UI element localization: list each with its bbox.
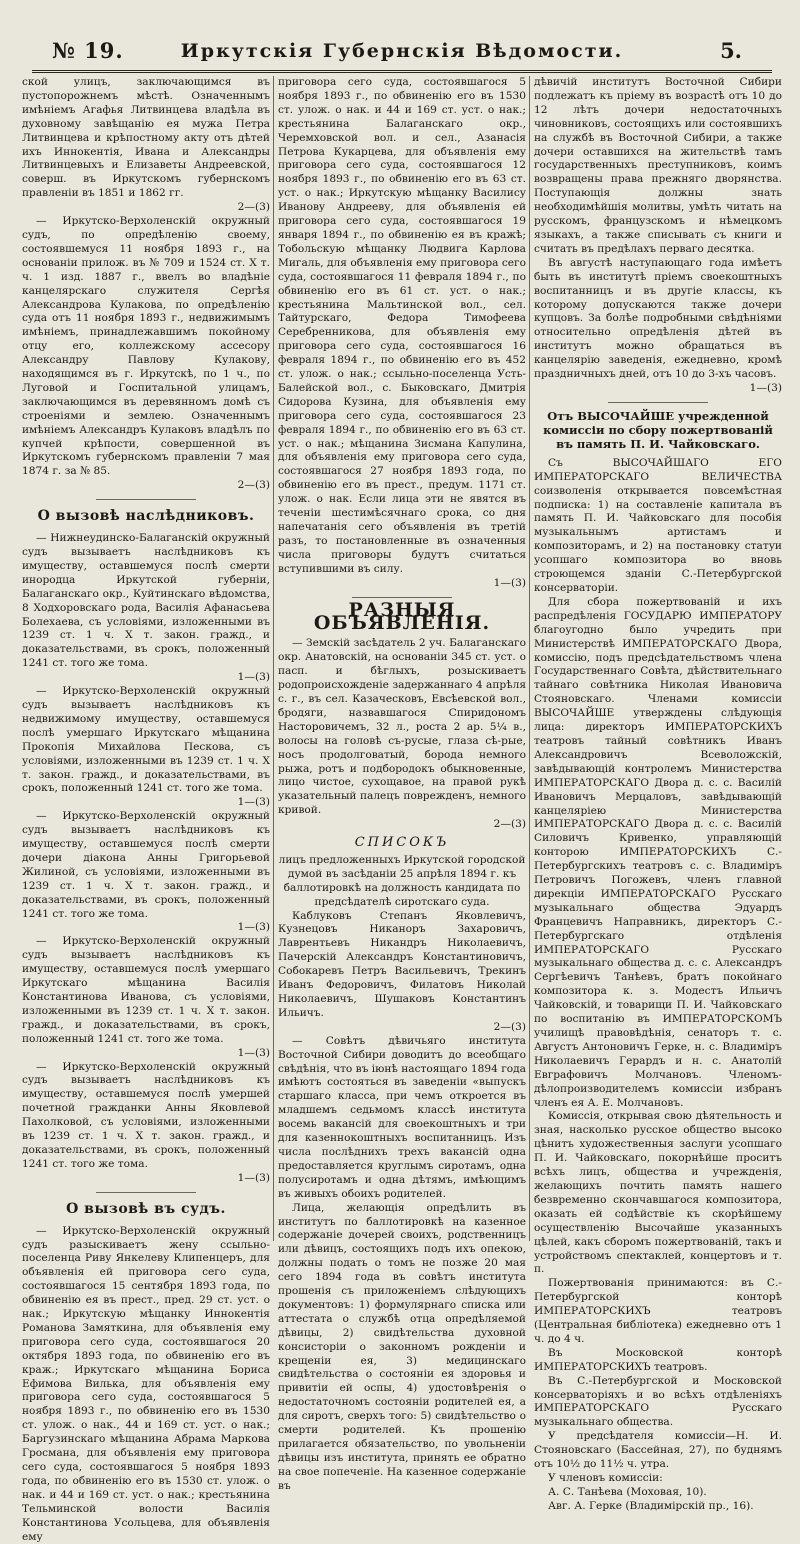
notice-number: 1—(3) bbox=[237, 1046, 270, 1059]
section-heading: О вызовѣ наслѣдниковъ. bbox=[37, 508, 255, 525]
issue-number: № 19. bbox=[52, 38, 124, 63]
notice-number: 2—(3) bbox=[237, 479, 270, 492]
paragraph: — Иркутско-Верхоленскій окружный судъ вызываетъ наслѣдниковъ къ имуществу, оставшемуся послѣ умершаго Иркутскаго мѣщанина Василія Константинова Иванова, съ условіями, изложенными въ 1239 ст. 1 ч. X т. закон. гражд., и доказательствами, въ срокъ, положенный 1241 ст. того же тома. bbox=[22, 935, 270, 1045]
paragraph: — Иркутско-Верхоленскій окружный судъ вызываетъ наслѣдниковъ къ имуществу, оставшемуся послѣ смерти дочери діакона Анны Григорьевой Жилиной, съ условіями, изложенными въ 1239 ст. 1 ч. X т. закон. гражд., и доказательствами, въ срокъ, положенный 1241 ст. того же тома. bbox=[22, 810, 270, 920]
paragraph: — Иркутско-Верхоленскій окружный судъ вызываетъ наслѣдниковъ къ имуществу, оставшемуся послѣ умершей почетной гражданки Анны Яковлевой Пахолковой, съ условіями, изложенными въ 1239 ст. 1 ч. X т. закон. гражд., и доказательствами, въ срокъ, положенный 1241 ст. того же тома. bbox=[22, 1060, 270, 1170]
section-heading-large: РАЗНЫЯ ОБЪЯВЛЕНІЯ. bbox=[313, 598, 491, 635]
paragraph: Для сбора пожертвованій и ихъ распредѣленія ГОСУДАРЮ ИМПЕРАТОРУ благоугодно было учредить при Министерствѣ ИМПЕРАТОРСКАГО Двора, комиссію, подъ предсѣдательствомъ члена Государственнаго Совѣта, дѣйствительнаго тайнаго совѣтника Николая Ивановича Стояновскаго. Членами комиссіи ВЫСОЧАЙШЕ утверждены слѣдующія лица: директоръ ИМПЕРАТОРСКИХЪ театровъ тайный совѣтникъ Иванъ Александровичъ Всеволожскій, завѣдывающій контролемъ Министерства ИМПЕРАТОРСКАГО Двора д. с. с. Василій Ивановичъ Мерцаловъ, завѣдывающій канцеляріею Министерства ИМПЕРАТОРСКАГО Двора д. с. с. Василій Силовичъ Кривенко, управляющій конторою ИМПЕРАТОРСКИХЪ С.-Петербургскихъ театровъ с. с. Владиміръ Петровичъ Погожевъ, членъ главной дирекціи ИМПЕРАТОРСКАГО Русскаго музыкальнаго общества Эдуардъ Францевичъ Направникъ, директоръ С.-Петербургскаго отдѣленія ИМПЕРАТОРСКАГО Русскаго музыкальнаго общества д. с. с. Александръ Сергѣевичъ Танѣевъ, братъ покойнаго композитора к. з. Модестъ Ильичъ Чайковскій, и товарищи П. И. Чайковскаго по воспитанію въ ИМПЕРАТОРСКОМЪ училищѣ правовѣдѣнія, сенаторъ т. с. Августъ Антоновичъ Герке, н. с. Владиміръ Николаевичъ Герардъ и н. с. Анатолій Евграфовичъ Молчановъ. Членомъ-дѣлопроизводителемъ комиссіи избранъ членъ ея А. Е. Молчановъ. bbox=[534, 595, 782, 1109]
paragraph: ской улицъ, заключающимся въ пустопорожнемъ мѣстѣ. Означеннымъ имѣніемъ Агафья Литвинцева владѣла въ духовному завѣщанію ея мужа Петра Литвинцева и крѣпостному акту отъ дѣтей ихъ Иннокентія, Ивана и Александры Литвинцевыхъ и Елизаветы Андреевской, соверш. въ Иркутскомъ губернскомъ правленіи въ 1851 и 1862 гг. bbox=[22, 76, 270, 200]
paragraph: лицъ предложенныхъ Иркутской городской думой въ засѣданіи 25 апрѣля 1894 г. къ баллотировкѣ на должность кандидата по предсѣдателѣ сиротскаго суда. bbox=[278, 853, 526, 908]
paragraph: Съ ВЫСОЧАЙШАГО ЕГО ИМПЕРАТОРСКАГО ВЕЛИЧЕСТВА соизволенія открывается повсемѣстная подписка: 1) на составленіе капитала въ память П. И. Чайковскаго для пособія музыкальнымъ артистамъ и композиторамъ, и 2) на постановку статуи усопшаго композитора во вновь строющемся зданіи С.-Петербургской консерваторіи. bbox=[534, 456, 782, 594]
paragraph: Въ Московской конторѣ ИМПЕРАТОРСКИХЪ театровъ. bbox=[534, 1346, 782, 1373]
paragraph: У предсѣдателя комиссіи—Н. И. Стояновскаго (Бассейная, 27), по буднямъ отъ 10½ до 11½ ч. утра. bbox=[534, 1430, 782, 1471]
paragraph: Пожертвованія принимаются: въ С.-Петербургской конторѣ ИМПЕРАТОРСКИХЪ театровъ (Центральная библіотека) ежедневно отъ 1 ч. до 4 ч. bbox=[534, 1277, 782, 1345]
notice-number: 1—(3) bbox=[237, 1171, 270, 1184]
paragraph: Авг. А. Герке (Владимірскій пр., 16). bbox=[548, 1499, 754, 1512]
paragraph: У членовъ комиссіи: bbox=[548, 1472, 663, 1484]
paragraph: Въ С.-Петербургской и Московской консерваторіяхъ и во всѣхъ отдѣленіяхъ ИМПЕРАТОРСКАГО Русскаго музыкальнаго общества. bbox=[534, 1374, 782, 1429]
paragraph: — Иркутско-Верхоленскій окружный судъ вызываетъ наслѣдниковъ къ недвижимому имуществу, оставшемуся послѣ умершаго Иркутскаго мѣщанина Прокопія Михайлова Пескова, съ условіями, изложенными въ 1239 ст. 1 ч. X т. закон. гражд., и доказательствами, въ срокъ, положенный 1241 ст. того же тома. bbox=[22, 685, 270, 795]
newspaper-title: Иркутскія Губернскія Вѣдомости. bbox=[180, 40, 624, 62]
separator bbox=[608, 402, 707, 403]
column-3 bbox=[534, 76, 782, 1512]
paragraph: Каблуковъ Степанъ Яковлевичъ, Кузнецовъ Никаноръ Захаровичъ, Лаврентьевъ Никандръ Николаевичъ, Пачерскій Александръ Константиновичъ, Собокаревъ Петръ Васильевичъ, Трекинъ Иванъ Федоровичъ, Филатовъ Николай Николаевичъ, Шушаковъ Константинъ Ильичъ. bbox=[278, 909, 526, 1019]
paragraph: Въ августѣ наступающаго года имѣетъ быть въ институтѣ пріемъ своекоштныхъ воспитанницъ и въ другіе классы, къ которому допускаются также дочери купцовъ. За болѣе подробными свѣдѣніями относительно опредѣленія дѣтей въ институтъ можно обращаться въ канцелярію заведенія, ежедневно, кромѣ праздничныхъ дней, отъ 10 до 3-хъ часовъ. bbox=[534, 256, 782, 381]
section-heading: О вызовѣ въ судъ. bbox=[66, 1200, 226, 1217]
column-2 bbox=[278, 76, 526, 1492]
notice-number: 1—(3) bbox=[493, 576, 526, 589]
section-heading: Отъ ВЫСОЧАЙШЕ учрежденной комиссіи по сбору пожертвованій въ память П. И. Чайковскаго. bbox=[543, 408, 773, 451]
separator bbox=[96, 499, 195, 500]
notice-number: 2—(3) bbox=[237, 201, 270, 214]
paragraph: — Земскій засѣдатель 2 уч. Балаганскаго окр. Анатовскій, на основаніи 345 ст. уст. о пасп. и бѣглыхъ, розыскиваетъ родопроисхожденіе задержаннаго 4 апрѣля с. г., въ сел. Казаческовъ, Евсѣевской вол., бродяги, назвавшагося Спиридономъ Насторовичемъ, 32 л., роста 2 ар. 5¼ в., волосы на головѣ съ-русые, глаза сѣ-рые, носъ продолговатый, борода немного рыжа, ротъ и подбородокъ обыкновенные, лицо чистое, сухощавое, на правой рукѣ указательный палецъ поврежденъ, немного кривой. bbox=[278, 637, 526, 817]
notice-number: 2—(3) bbox=[493, 818, 526, 831]
page-number: 5. bbox=[720, 38, 742, 63]
separator bbox=[96, 1192, 195, 1193]
notice-number: 1—(3) bbox=[749, 381, 782, 394]
paragraph: дѣвичій институтъ Восточной Сибири подлежатъ къ пріему въ возрастѣ отъ 10 до 12 лѣтъ дочери недостаточныхъ чиновниковъ, состоящихъ или состоявшихъ на службѣ въ Восточной Сибири, а также дочери оставшихся на жительствѣ тамъ государственныхъ преступниковъ, коимъ возвращены права прежняго дворянства. Поступающія должны знать необходимѣйшія молитвы, умѣть читать на русскомъ, французскомъ и нѣмецкомъ языкахъ, а также списывать съ книги и считать въ предѣлахъ перваго десятка. bbox=[534, 76, 782, 255]
paragraph: — Иркутско-Верхоленскій окружный судъ, по опредѣленію своему, состоявшемуся 11 ноября 1893 г., на основаніи прилож. въ № 709 и 1524 ст. X т. ч. 1 изд. 1887 г., ввелъ во владѣніе канцелярскаго служителя Сергѣя Александрова Кулакова, по опредѣленію суда отъ 11 ноября 1893 г., недвижимымъ имѣніемъ, принадлежавшимъ покойному отцу его, коллежскому ассесору Александру Павлову Кулакову, находящимся въ г. Иркутскѣ, по 1 ч., по Луговой и Госпитальной улицамъ, заключающимся въ деревянномъ домѣ съ строеніями и землею. Означеннымъ имѣніемъ Александръ Кулаковъ владѣлъ по купчей крѣпости, совершенной въ Иркутскомъ губернскомъ правленіи 7 мая 1874 г. за № 85. bbox=[22, 215, 270, 478]
notice-number: 1—(3) bbox=[237, 671, 270, 684]
notice-number: 1—(3) bbox=[237, 796, 270, 809]
paragraph: — Нижнеудинско-Балаганскій окружный судъ вызываетъ наслѣдниковъ къ имуществу, оставшемуся послѣ смерти инородца Иркутской губерніи, Балаганскаго окр., Куйтинскаго вѣдомства, 8 Ходхоровскаго рода, Василія Афанасьева Болехаева, съ условіями, изложенными въ 1239 ст. 1 ч. X т. закон. гражд., и доказательствами, въ срокъ, положенный 1241 ст. того же тома. bbox=[22, 532, 270, 670]
paragraph: — Иркутско-Верхоленскій окружный судъ разыскиваетъ жену ссыльно-поселенца Риву Янкелеву Клипенцеръ, для объявленія ей приговора сего суда, состоявшагося 15 сентября 1893 года, по обвиненію ея въ прест., пред. 29 ст. уст. о нак.; Иркутскую мѣщанку Иннокентія Романова Замяткина, для объявленія ему приговора сего суда, состоявшагося 20 октября 1893 года, по обвиненію его въ краж.; Иркутскаго мѣщанина Бориса Ефимова Вилька, для объявленія ему приговора сего суда, состоявшагося 5 ноября 1893 г., по обвиненію его въ 1530 ст. улож. о нак., 44 и 169 ст. уст. о нак.; Баргузинскаго мѣщанина Абрама Маркова Гросмана, для объявленія ему приговора сего суда, состоявшагося 5 ноября 1893 года, по обвиненію его въ 1530 ст. улож. о нак. и 44 и 169 ст. уст. о нак.; крестьянина Тельминской волости Василія Константинова Усольцева, для объявленія ему bbox=[22, 1224, 270, 1543]
column-1 bbox=[22, 76, 270, 1543]
masthead bbox=[22, 0, 782, 66]
columns bbox=[22, 76, 782, 1543]
separator bbox=[352, 597, 451, 598]
paragraph: А. С. Танѣева (Моховая, 10). bbox=[548, 1485, 707, 1498]
paragraph: Комиссія, открывая свою дѣятельность и зная, насколько русское общество высоко цѣнитъ художественныя заслуги усопшаго П. И. Чайковскаго, покорнѣйше проситъ всѣхъ лицъ, общества и учрежденія, желающихъ почтить память нашего безвременно скончавшагося композитора, оказать ей содѣйствіе къ скорѣйшему осуществленію Высочайше указанныхъ цѣлей, какъ сборомъ пожертвованій, такъ и устройствомъ спектаклей, концертовъ и т. п. bbox=[534, 1110, 782, 1276]
notice-number: 2—(3) bbox=[493, 1020, 526, 1033]
notice-number: 1—(3) bbox=[237, 921, 270, 934]
list-heading: СПИСОКЪ bbox=[354, 835, 450, 851]
masthead-rule bbox=[32, 70, 772, 73]
paragraph: — Совѣтъ дѣвичьяго института Восточной Сибири доводитъ до всеобщаго свѣдѣнія, что въ іюнѣ настоящаго 1894 года имѣютъ состояться въ заведеніи «выпускъ старшаго класса, при чемъ откроется въ младшемъ седьмомъ классѣ института восемь вакансій для своекоштныхъ и три для казеннокоштныхъ воспитанницъ. Изъ числа послѣднихъ трехъ вакансій одна предоставляется круглымъ сиротамъ, одна полусиротамъ и одна дѣтямъ, имѣющимъ въ живыхъ обоихъ родителей. bbox=[278, 1034, 526, 1200]
paragraph: Лица, желающія опредѣлить въ институтъ по баллотировкѣ на казенное содержаніе дочерей своихъ, родственницъ или дѣвицъ, состоящихъ подъ ихъ опекою, должны подать о томъ не позже 20 мая сего 1894 года въ совѣтъ института прошенія съ приложеніемъ слѣдующихъ документовъ: 1) формулярнаго списка или аттестата о службѣ отца опредѣляемой дѣвицы, 2) свидѣтельства духовной консисторіи о законномъ рожденіи и крещеніи ея, 3) медицинскаго свидѣтельства о состояніи ея здоровья и привитіи ей оспы, 4) удостовѣренія о недостаточномъ состояніи родителей ея, а для сиротъ, сверхъ того: 5) свидѣтельство о смерти родителей. Къ прошенію прилагается обязательство, по увольненіи дѣвицы изъ института, принять ее обратно на свое попеченіе. На казенное содержаніе въ bbox=[278, 1201, 526, 1492]
paragraph: приговора сего суда, состоявшагося 5 ноября 1893 г., по обвиненію его въ 1530 ст. улож. о нак. и 44 и 169 ст. уст. о нак.; крестьянина Балаганскаго окр., Черемховской вол. и сел., Азанасія Петрова Кукарцева, для объявленія ему приговора сего суда, состоявшагося 12 ноября 1893 г., по обвиненію его въ 63 ст. уст. о нак.; Иркутскую мѣщанку Василису Иванову Андрееву, для объявленія ей приговора сего суда, состоявшагося 19 января 1894 г., по обвиненію ея въ кражѣ; Тобольскую мѣщанку Людвига Карлова Мигаль, для объявленія ему приговора сего суда, состоявшагося 11 февраля 1894 г., по обвиненію его въ 61 ст. уст. о нак.; крестьянина Мальтинской вол., сел. Тайтурскаго, Федора Тимофеева Серебренникова, для объявленія ему приговора сего суда, состоявшагося 16 февраля 1894 г., по обвиненію его въ 452 ст. улож. о нак.; ссыльно-поселенца Усть-Балейской вол., с. Быковскаго, Дмитрія Сидорова Кузина, для объявленія ему приговора сего суда, состоявшагося 23 февраля 1894 г., по обвиненію его въ 63 ст. уст. о нак.; мѣщанина Зисмана Капулина, для объявленія ему приговора сего суда, состоявшагося 27 ноября 1893 года, по обвиненію его въ прест., предум. 1171 ст. улож. о нак. Если лица эти не явятся въ теченіи шестимѣсячнаго срока, со дня напечатанія сего объявленія въ третій разъ, то постановленные въ означенныя числа приговоры будутъ считаться вступившими въ силу. bbox=[278, 76, 526, 575]
